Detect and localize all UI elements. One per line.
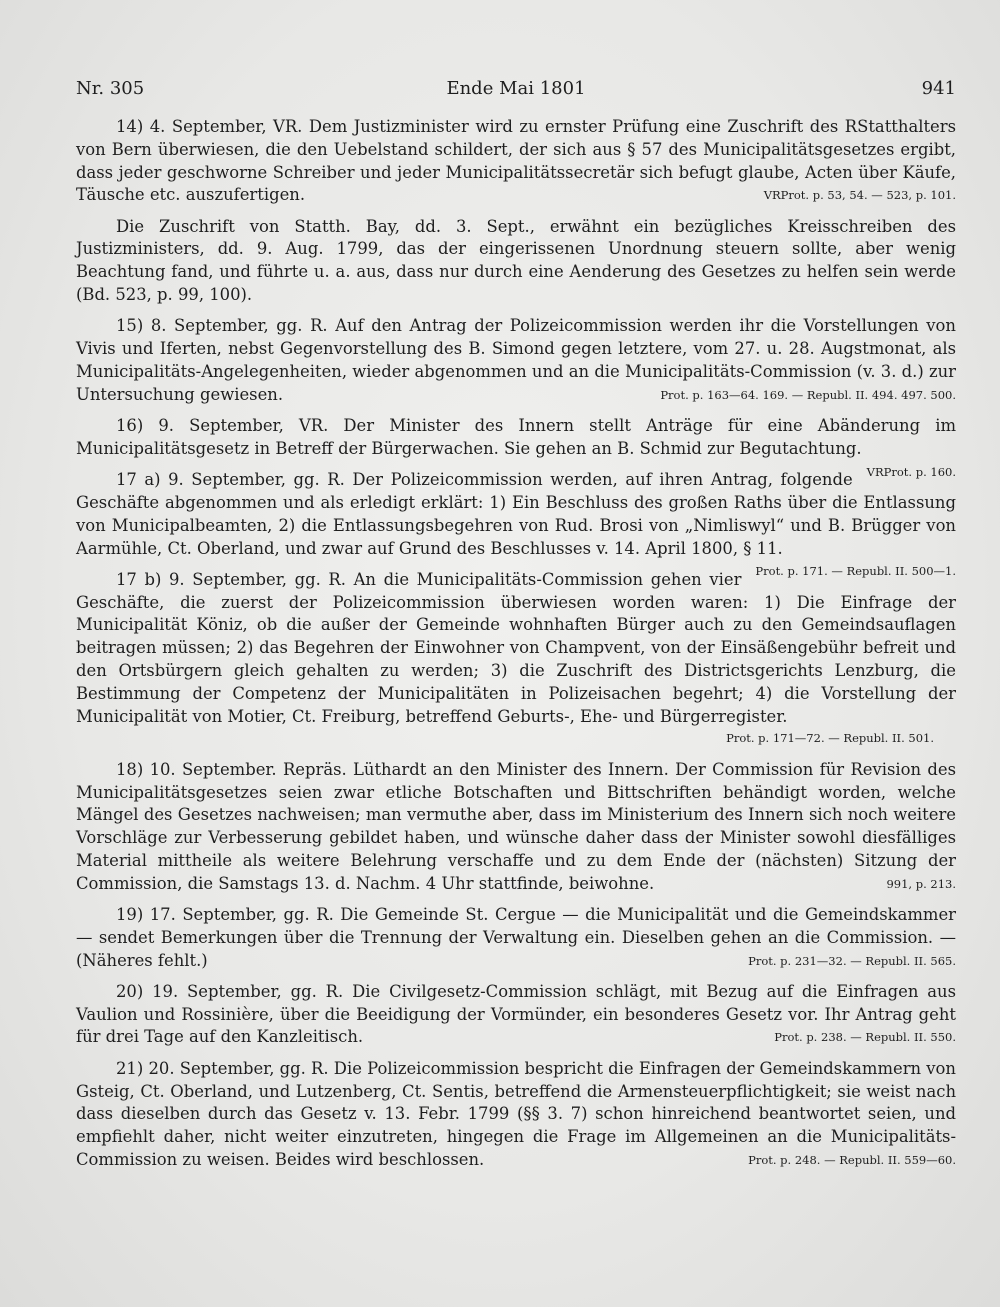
entry-text: 16) 9. September, VR. Der Minister des Innern stellt Anträge für eine Abänderung im Municipalitätsgesetz in Betreff der Bürgerwachen. Sie gehen an B. Schmid zur Begutachtung. bbox=[76, 416, 956, 458]
running-title: Ende Mai 1801 bbox=[446, 78, 586, 99]
entry-paragraph bbox=[76, 759, 956, 896]
entry-text: 20) 19. September, gg. R. Die Civilgesetz-Commission schlägt, mit Bezug auf die Einfragen aus Vaulion und Rossinière, über die Beeidigung der Vormünder, ein besonderes Gesetz vor. Ihr Antrag geht für drei Tage auf den Kanzleitisch. bbox=[76, 981, 956, 1047]
entry-paragraph bbox=[76, 415, 956, 479]
entry-text: 15) 8. September, gg. R. Auf den Antrag der Polizeicommission werden ihr die Vorstellungen von Vivis und Iferten, nebst Gegenvorstellung des B. Simond gegen letztere, vom 27. u. 28. Augstmonat, als Municipalitäts-Angelegenheiten, wieder abgenommen und an die Municipalitäts-Commission (v. 3. d.) zur Untersuchung gewiesen. bbox=[76, 316, 956, 404]
entry-text: 19) 17. September, gg. R. Die Gemeinde St. Cergue — die Municipalität und die Gemeindskammer — sendet Bemerkungen über die Trennung der Verwaltung ein. Dieselben gehen an die Commission. — (Näheres fehlt.) bbox=[76, 905, 956, 970]
source-reference: Prot. p. 163—64. 169. — Republ. II. 494. 497. 500. bbox=[660, 387, 956, 402]
source-reference: VRProt. p. 160. bbox=[866, 464, 956, 479]
entry-paragraph bbox=[76, 469, 956, 579]
entry-paragraph bbox=[76, 116, 956, 207]
document-number: Nr. 305 bbox=[76, 78, 145, 99]
entry-paragraph bbox=[76, 1058, 956, 1172]
entry-paragraph bbox=[76, 904, 956, 972]
entry-paragraph bbox=[76, 315, 956, 406]
entry-paragraph bbox=[76, 569, 956, 750]
entry-text: 17 b) 9. September, gg. R. An die Municipalitäts-Commission gehen vier Geschäfte, die zuerst der Polizeicommission überwiesen worden waren: 1) Die Einfrage der Municipalität Köniz, ob die außer der Gemeinde wohnhaften Bürger auch zu den Gemeindsauflagen beitragen müssen; 2) das Begehren der Einwohner von Champvent, von der Einsäßengebühr befreit und den Ortsbürgern gleich gehalten zu werden; 3) die Zuschrift des Districtsgerichts Lenzburg, die Bestimmung der Competenz der Municipalitäten in Polizeisachen begehrt; 4) die Vorstellung der Municipalität von Motier, Ct. Freiburg, betreffend Geburts-, Ehe- und Bürgerregister. bbox=[76, 569, 956, 726]
source-reference: Prot. p. 231—32. — Republ. II. 565. bbox=[748, 953, 956, 968]
source-reference: VRProt. p. 53, 54. — 523, p. 101. bbox=[763, 188, 956, 203]
entry-text: 14) 4. September, VR. Dem Justizminister wird zu ernster Prüfung eine Zuschrift des RStatthalters von Bern überwiesen, die den Uebelstand schildert, der sich aus § 57 des Municipalitätsgesetzes ergibt, dass jeder geschworne Schreiber und jeder Municipalitätssecretär sich befugt glaube, Acten über Käufe, Täusche etc. auszufertigen. bbox=[76, 117, 956, 205]
source-reference: Prot. p. 171. — Republ. II. 500—1. bbox=[755, 564, 956, 579]
page-header bbox=[76, 76, 956, 102]
entry-text: 18) 10. September. Repräs. Lüthardt an den Minister des Innern. Der Commission für Revision des Municipalitätsgesetzes seien zwar etliche Botschaften und Bittschriften behändigt worden, welche Mängel des Gesetzes nachweisen; man vermuthe aber, dass im Ministerium des Innern sich noch weitere Vorschläge zur Verbesserung gebildet haben, und wünsche daher dass der Minister sowohl diesfälliges Material mittheile als weitere Belehrung verschaffe und zu dem Ende der (nächsten) Sitzung der Commission, die Samstags 13. d. Nachm. 4 Uhr stattfinde, beiwohne. bbox=[76, 759, 956, 893]
entry-text: Die Zuschrift von Statth. Bay, dd. 3. Sept., erwähnt ein bezügliches Kreisschreiben des Justizministers, dd. 9. Aug. 1799, das der eingerissenen Unordnung steuern sollte, aber wenig Beachtung fand, und führte u. a. aus, dass nur durch eine Aenderung des Gesetzes zu helfen sein werde (Bd. 523, p. 99, 100). bbox=[76, 216, 956, 305]
source-reference: Prot. p. 238. — Republ. II. 550. bbox=[774, 1030, 956, 1045]
note-paragraph bbox=[76, 216, 956, 307]
source-reference: Prot. p. 171—72. — Republ. II. 501. bbox=[726, 731, 934, 746]
source-reference: 991, p. 213. bbox=[886, 876, 956, 891]
page-body bbox=[76, 116, 956, 1180]
source-reference: Prot. p. 248. — Republ. II. 559—60. bbox=[748, 1152, 956, 1167]
entry-text: 21) 20. September, gg. R. Die Polizeicommission bespricht die Einfragen der Gemeindskammern von Gsteig, Ct. Oberland, und Lutzenberg, Ct. Sentis, betreffend die Armensteuerpflichtigkeit; sie weist nach dass dieselben durch das Gesetz v. 13. Febr. 1799 (§§ 3. 7) schon hinreichend beantwortet seien, und empfiehlt daher, nicht weiter einzutreten, hingegen die Frage im Allgemeinen an die Municipalitäts-Commission zu weisen. Beides wird beschlossen. bbox=[76, 1058, 956, 1169]
page-number: 941 bbox=[921, 78, 956, 99]
entry-text: 17 a) 9. September, gg. R. Der Polizeicommission werden, auf ihren Antrag, folgende Geschäfte abgenommen und als erledigt erklärt: 1) Ein Beschluss des großen Raths über die Entlassung von Municipalbeamten, 2) die Entlassungsbegehren von Rud. Brosi von „Nimliswyl“ und B. Brügger von Aarmühle, Ct. Oberland, und zwar auf Grund des Beschlusses v. 14. April 1800, § 11. bbox=[76, 470, 956, 558]
entry-paragraph bbox=[76, 981, 956, 1049]
